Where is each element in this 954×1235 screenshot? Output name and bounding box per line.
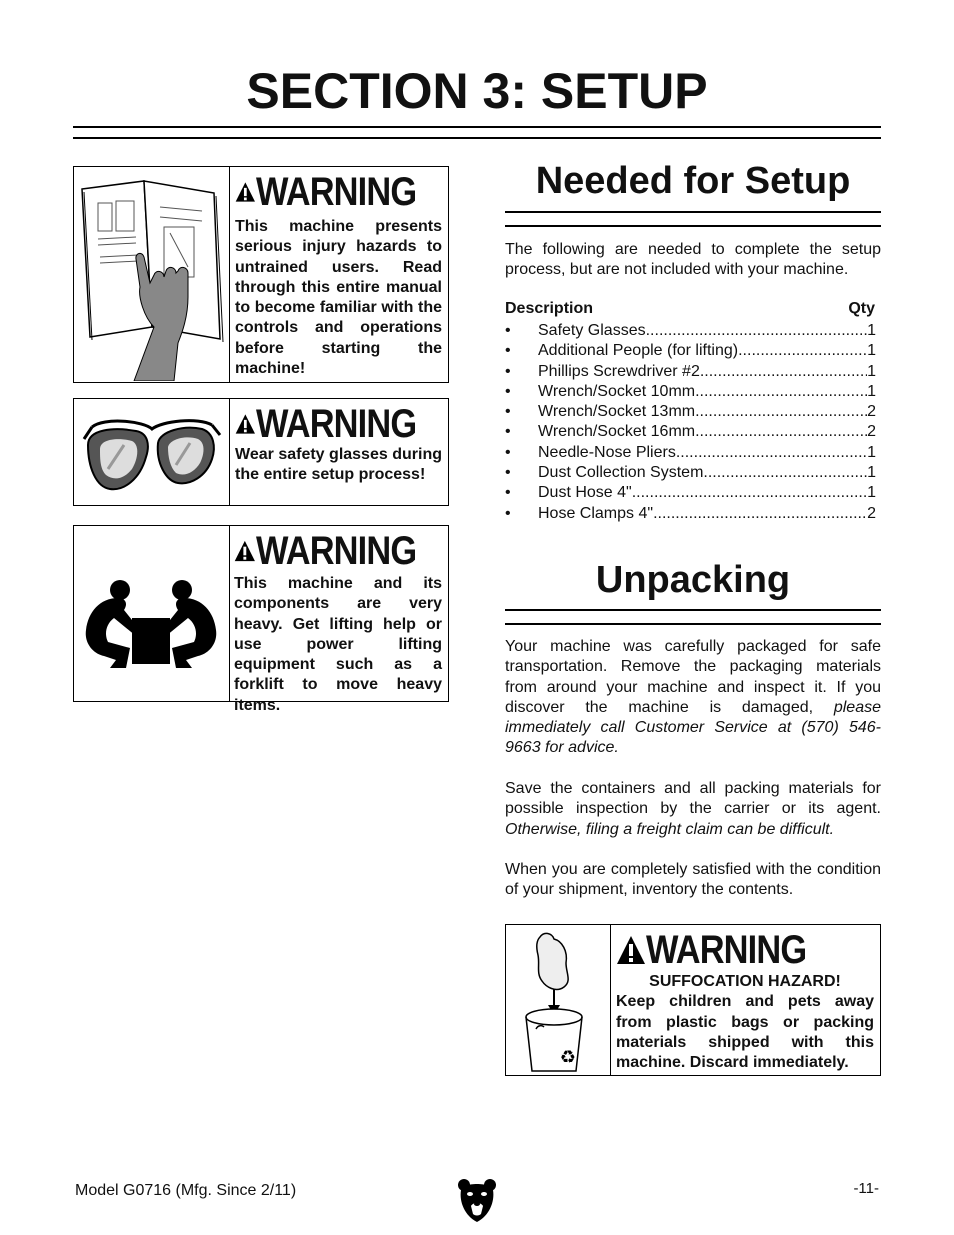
needed-item <box>505 422 876 442</box>
item-name: Dust Hose 4" <box>538 484 632 502</box>
unpacking-paragraph-3: When you are completely satisfied with the condition of your shipment, inventory the contents. <box>505 861 881 899</box>
warning-triangle-icon <box>234 536 256 566</box>
warning-text-heavy: This machine and its components are very heavy. Get lifting help or use power lifting equipment such as a forklift to move heavy items. <box>234 575 442 714</box>
bullet: • <box>505 382 511 400</box>
item-name: Wrench/Socket 10mm <box>538 382 696 400</box>
warning-triangle-icon <box>235 409 256 439</box>
two-person-lift-icon <box>74 526 230 701</box>
unpacking-p2-text: Save the containers and all packing materials for possible inspection by the carrier or its agent. <box>505 780 881 818</box>
item-name: Safety Glasses <box>538 322 646 339</box>
bullet: • <box>505 322 511 339</box>
needed-heading: Needed for Setup <box>535 160 851 202</box>
warning-box-manual <box>73 166 449 383</box>
needed-intro: The following are needed to complete the setup process, but are not included with your machine. <box>505 241 881 279</box>
title-rule-bottom <box>73 137 881 139</box>
manual-reading-icon <box>74 167 230 382</box>
item-qty: 2 <box>867 423 876 441</box>
unpacking-p1-text: Your machine was carefully packaged for safe transportation. Remove the packaging materials from around your machine and inspect it. If you discover the machine is damaged, <box>505 638 881 716</box>
footer-model: Model G0716 (Mfg. Since 2/11) <box>75 1182 297 1199</box>
item-name: Phillips Screwdriver #2 <box>538 362 700 380</box>
dot-leader <box>695 402 867 422</box>
item-name: Wrench/Socket 13mm <box>538 403 696 421</box>
needed-items-list <box>505 321 876 524</box>
item-qty: 2 <box>867 504 876 522</box>
warning-word: WARNING <box>255 170 416 214</box>
warning-triangle-icon <box>616 935 646 965</box>
warning-text-glasses: Wear safety glasses during the entire setup process! <box>235 446 442 484</box>
warning-header <box>616 929 874 971</box>
dot-leader <box>646 321 867 341</box>
warning-box-glasses <box>73 398 449 506</box>
dot-leader <box>700 362 867 382</box>
qty-column-header: Qty <box>848 300 875 317</box>
bullet: • <box>505 362 511 380</box>
needed-rule-bottom <box>505 225 881 227</box>
dot-leader <box>676 443 867 463</box>
item-qty: 1 <box>867 382 876 400</box>
warning-text-suffocation <box>616 972 874 1073</box>
bullet: • <box>505 443 511 461</box>
title-rule-top <box>73 126 881 128</box>
bullet: • <box>505 342 511 360</box>
warning-text-manual: This machine presents serious injury hazards to untrained users. Read through this entire manual to become familiar with the controls and operations before starting the machine! <box>235 218 442 378</box>
item-qty: 1 <box>867 322 876 339</box>
needed-item <box>505 504 876 524</box>
freight-claim-note: Otherwise, filing a freight claim can be difficult. <box>505 820 835 838</box>
item-name: Needle-Nose Pliers <box>538 443 676 461</box>
needed-item <box>505 341 876 361</box>
unpacking-paragraph-2 <box>505 779 881 840</box>
discard-bag-icon <box>506 925 611 1075</box>
item-name: Hose Clamps 4" <box>538 504 654 522</box>
item-name: Wrench/Socket 16mm <box>538 423 696 441</box>
needed-item <box>505 382 876 402</box>
needed-item <box>505 443 876 463</box>
item-qty: 1 <box>867 342 876 360</box>
warning-box-suffocation <box>505 924 881 1076</box>
unpacking-heading: Unpacking <box>595 559 791 601</box>
svg-text:♻: ♻ <box>559 1047 577 1068</box>
safety-glasses-icon <box>74 399 230 505</box>
bullet: • <box>505 403 511 421</box>
unpacking-rule-bottom <box>505 623 881 625</box>
description-column-header: Description <box>505 300 594 317</box>
needed-item <box>505 463 876 483</box>
warning-box-heavy <box>73 525 449 714</box>
needed-item <box>505 402 876 422</box>
items-header <box>505 300 875 318</box>
dot-leader <box>695 382 867 402</box>
warning-word: WARNING <box>255 529 416 573</box>
warning-word: WARNING <box>646 928 807 972</box>
item-qty: 2 <box>867 403 876 421</box>
item-name: Additional People (for lifting) <box>538 342 739 360</box>
bullet: • <box>505 504 511 522</box>
unpacking-paragraph-1 <box>505 637 881 759</box>
warning-header <box>235 171 442 213</box>
warning-header <box>235 403 442 445</box>
dot-leader <box>738 341 867 361</box>
warning-header <box>234 530 442 572</box>
suffocation-hazard-title: SUFFOCATION HAZARD! <box>649 973 841 990</box>
dot-leader <box>703 463 867 483</box>
item-qty: 1 <box>867 464 876 482</box>
warning-word: WARNING <box>255 402 416 446</box>
item-qty: 1 <box>867 443 876 461</box>
bullet: • <box>505 423 511 441</box>
needed-item <box>505 321 876 341</box>
suffocation-hazard-text: Keep children and pets away from plastic bags or packing materials shipped with this machine. Discard immediately. <box>616 993 874 1072</box>
item-qty: 1 <box>867 484 876 502</box>
needed-item <box>505 483 876 503</box>
bullet: • <box>505 464 511 482</box>
dot-leader <box>653 504 867 524</box>
needed-rule-top <box>505 211 881 213</box>
customer-service-note: please immediately call Customer Service at (570) 546-9663 for advice. <box>505 698 881 757</box>
page-number: -11- <box>853 1180 879 1197</box>
needed-item <box>505 362 876 382</box>
item-qty: 1 <box>867 362 876 380</box>
warning-triangle-icon <box>235 177 256 207</box>
dot-leader <box>695 422 867 442</box>
item-name: Dust Collection System <box>538 464 704 482</box>
bullet: • <box>505 484 511 502</box>
unpacking-rule-top <box>505 609 881 611</box>
page-title: SECTION 3: SETUP <box>246 63 708 119</box>
bear-logo <box>457 1176 497 1224</box>
dot-leader <box>632 483 867 503</box>
